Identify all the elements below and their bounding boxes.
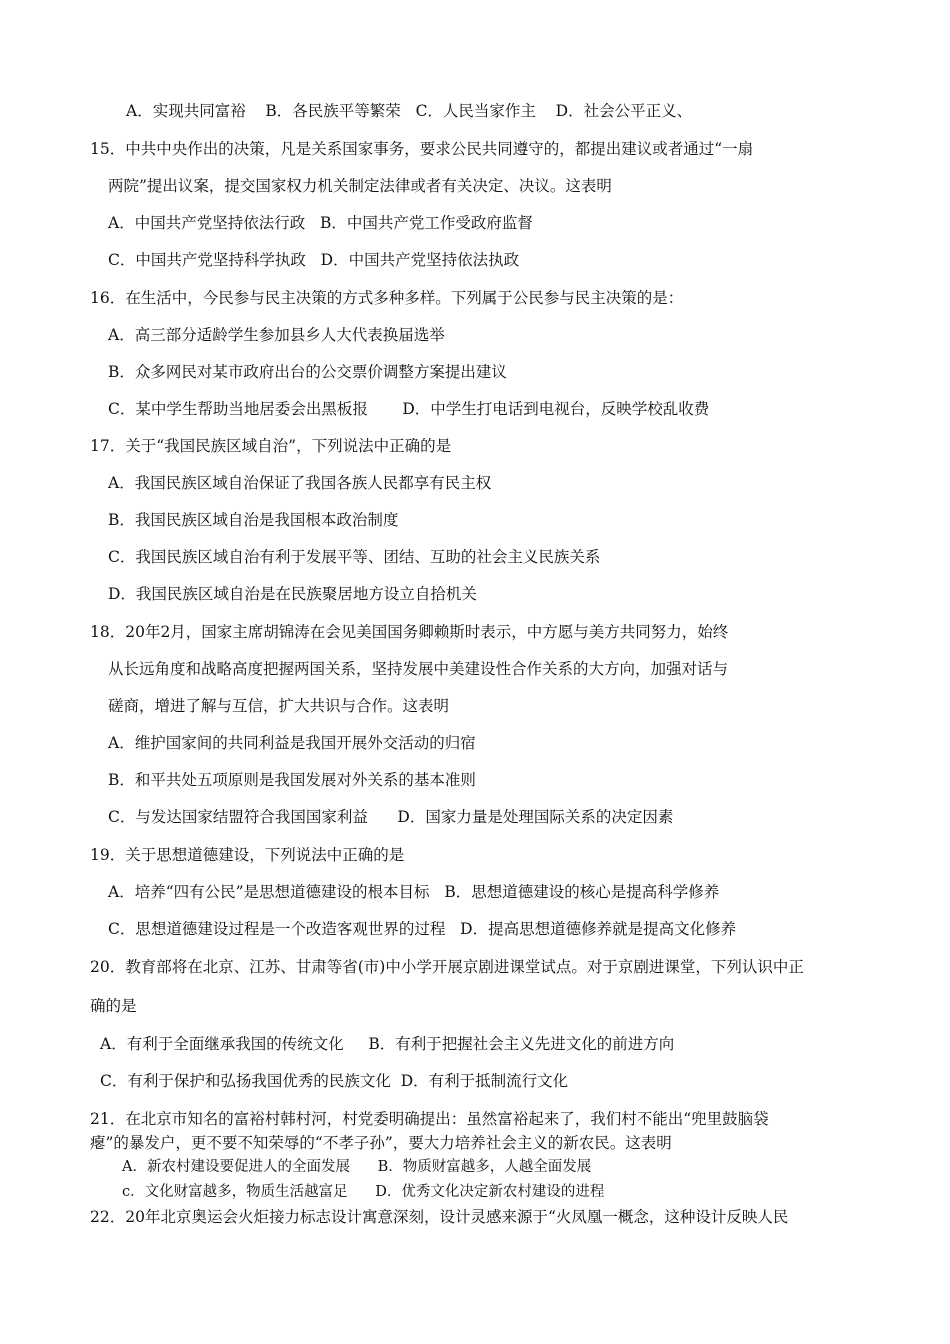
q21-stem-line2: 瘪”的暴发户，更不要不知荣辱的“不孝子孙”，要大力培养社会主义的新农民。这表明 [90,1134,672,1152]
q18-options-cd: C．与发达国家结盟符合我国国家利益 D．国家力量是处理国际关系的决定因素 [108,808,674,826]
q19-stem: 19．关于思想道德建设，下列说法中正确的是 [90,846,405,864]
q18-option-a: A．维护国家间的共同利益是我国开展外交活动的归宿 [108,734,476,752]
q16-option-a: A．高三部分适龄学生参加县乡人大代表换届选举 [108,326,445,344]
q15-options-ab: A．中国共产党坚持依法行政 B．中国共产党工作受政府监督 [108,214,533,232]
q21-stem-line1: 21．在北京市知名的富裕村韩村河，村党委明确提出：虽然富裕起来了，我们村不能出“兜里鼓脑袋 [90,1110,769,1128]
q15-stem-line1: 15．中共中央作出的决策，凡是关系国家事务，要求公民共同遵守的，都提出建议或者通过“一扇 [90,140,754,158]
q16-options-cd: C．某中学生帮助当地居委会出黑板报 D．中学生打电话到电视台，反映学校乱收费 [108,400,710,418]
q21-options-cd: c．文化财富越多，物质生活越富足 D．优秀文化决定新农村建设的进程 [122,1184,605,1200]
q18-option-b: B．和平共处五项原则是我国发展对外关系的基本准则 [108,771,476,789]
q20-options-cd: C．有利于保护和弘扬我国优秀的民族文化 D．有利于抵制流行文化 [100,1072,569,1090]
q17-option-b: B．我国民族区域自治是我国根本政治制度 [108,511,399,529]
q18-stem-line1: 18．20年2月，国家主席胡锦涛在会见美国国务卿赖斯时表示，中方愿与美方共同努力，始终 [90,623,729,641]
q16-stem: 16．在生活中，今民参与民主决策的方式多种多样。下列属于公民参与民主决策的是： [90,289,684,307]
q16-option-b: B．众多网民对某市政府出台的公交票价调整方案提出建议 [108,363,507,381]
q17-option-a: A．我国民族区域自治保证了我国各族人民都享有民主权 [108,474,492,492]
q17-option-d: D．我国民族区域自治是在民族聚居地方设立自拾机关 [108,585,477,603]
q17-stem: 17．关于“我国民族区域自治”，下列说法中正确的是 [90,437,452,455]
q17-option-c: C．我国民族区域自治有利于发展平等、团结、互助的社会主义民族关系 [108,548,601,566]
q15-options-cd: C．中国共产党坚持科学执政 D．中国共产党坚持依法执政 [108,251,520,269]
q19-options-cd: C．思想道德建设过程是一个改造客观世界的过程 D．提高思想道德修养就是提高文化修养 [108,920,737,938]
q14-options: A．实现共同富裕 B．各民族平等繁荣 C．人民当家作主 D．社会公平正义、 [126,102,693,120]
q22-stem: 22．20年北京奥运会火炬接力标志设计寓意深刻，设计灵感来源于“火凤凰一概念，这种设计反映人民 [90,1208,789,1226]
q15-stem-line2: 两院”提出议案，提交国家权力机关制定法律或者有关决定、决议。这表明 [108,177,612,195]
q20-options-ab: A．有利于全面继承我国的传统文化 B．有利于把握社会主义先进文化的前进方向 [100,1035,675,1053]
q18-stem-line3: 磋商，增进了解与互信，扩大共识与合作。这表明 [108,697,450,715]
q19-options-ab: A．培养“四有公民”是思想道德建设的根本目标 B．思想道德建设的核心是提高科学修养 [108,883,720,901]
q20-stem-line1: 20．教育部将在北京、江苏、甘肃等省(市)中小学开展京剧进课堂试点。对于京剧进课堂，下列认识中正 [90,958,804,976]
q18-stem-line2: 从长远角度和战略高度把握两国关系，坚持发展中美建设性合作关系的大方向，加强对话与 [108,660,729,678]
q21-options-ab: A．新农村建设要促进人的全面发展 B．物质财富越多，人越全面发展 [122,1159,592,1175]
q20-stem-line2: 确的是 [90,997,137,1015]
